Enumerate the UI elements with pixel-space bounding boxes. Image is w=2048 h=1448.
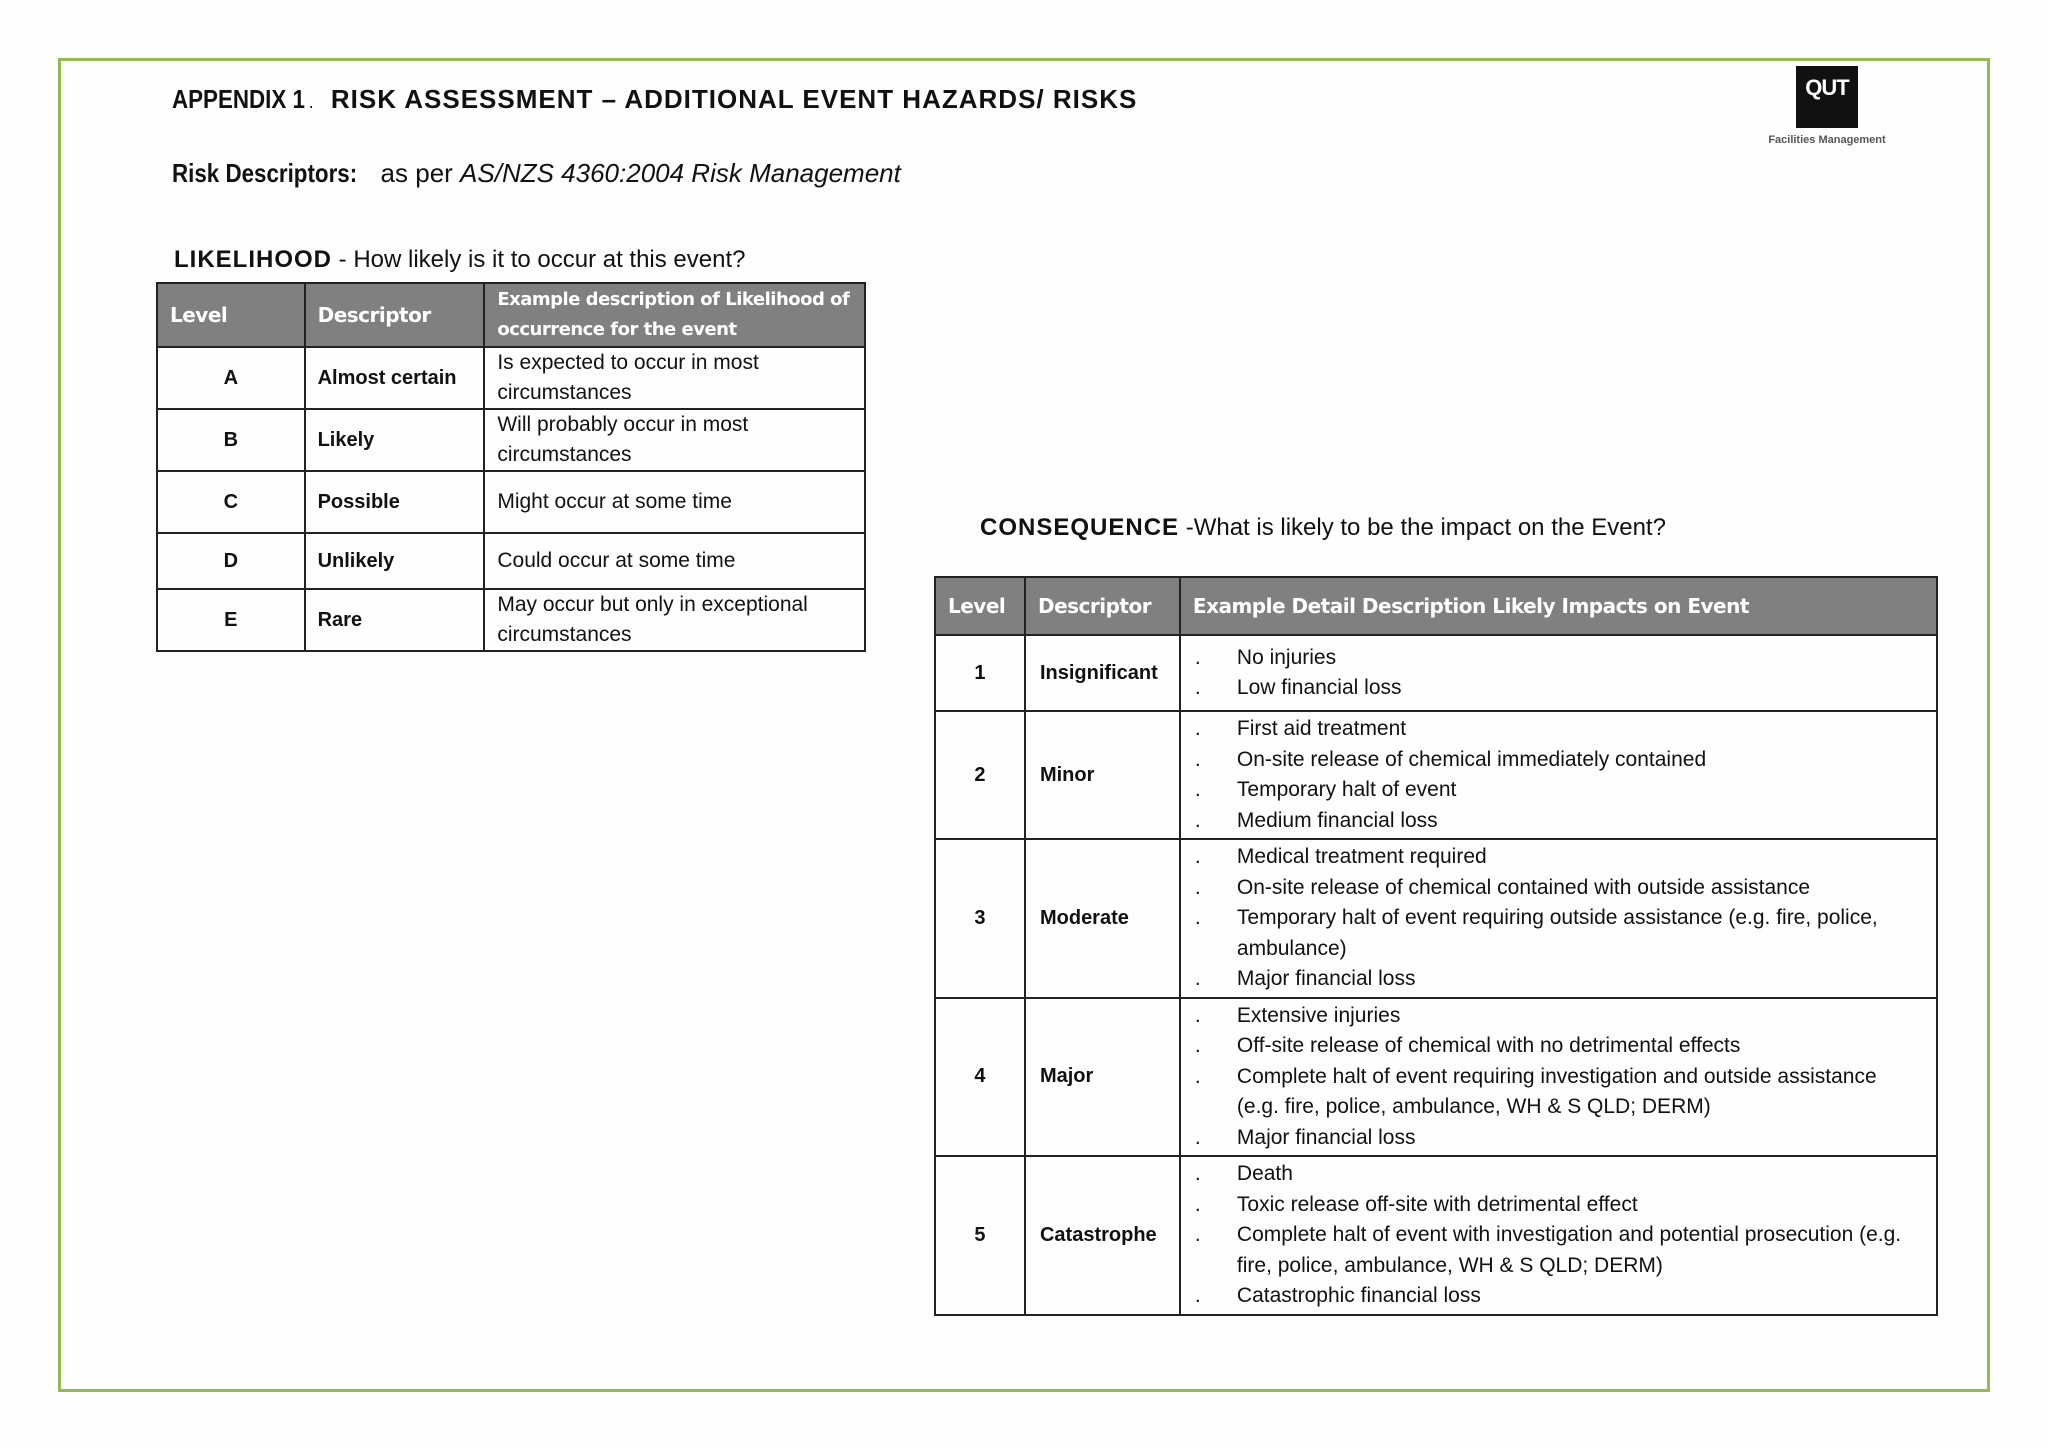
likelihood-descriptor: Likely bbox=[305, 409, 485, 471]
likelihood-descriptor: Almost certain bbox=[305, 347, 485, 409]
consequence-level: 3 bbox=[935, 839, 1025, 998]
consequence-header-row bbox=[935, 577, 1937, 635]
page-title bbox=[172, 84, 1137, 115]
consequence-col-example: Example Detail Description Likely Impacts on Event bbox=[1180, 577, 1937, 635]
consequence-level: 2 bbox=[935, 711, 1025, 839]
list-item: . Medical treatment required bbox=[1194, 845, 1487, 868]
title-text: RISK ASSESSMENT – ADDITIONAL EVENT HAZARDS/ RISKS bbox=[330, 84, 1138, 114]
list-item: . Major financial loss bbox=[1194, 1125, 1416, 1149]
consequence-level: 5 bbox=[935, 1156, 1025, 1315]
consequence-table bbox=[934, 576, 1938, 1316]
likelihood-level: E bbox=[157, 589, 305, 651]
likelihood-header-row bbox=[157, 283, 865, 347]
list-item: . On-site release of chemical contained with outside assistance bbox=[1194, 875, 1811, 899]
likelihood-level: C bbox=[157, 471, 305, 533]
table-row bbox=[157, 409, 865, 471]
qut-logo-subtitle: Facilities Management bbox=[1768, 134, 1886, 146]
consequence-example bbox=[1180, 635, 1937, 711]
list-item: . Death bbox=[1194, 1162, 1293, 1185]
consequence-descriptor: Insignificant bbox=[1025, 635, 1180, 711]
likelihood-col-level: Level bbox=[157, 283, 305, 347]
likelihood-descriptor: Possible bbox=[305, 471, 485, 533]
list-item: . Extensive injuries bbox=[1194, 1003, 1401, 1027]
table-row bbox=[935, 711, 1937, 839]
appendix-label: APPENDIX 1 bbox=[172, 84, 305, 114]
appendix-separator: . bbox=[308, 92, 314, 112]
list-item: . Complete halt of event requiring investigation and outside assistance (e.g. fire, police, ambulance, WH & S QLD; DERM) bbox=[1194, 1064, 1877, 1118]
risk-descriptors-line bbox=[172, 158, 901, 189]
list-item: . Catastrophic financial loss bbox=[1194, 1284, 1481, 1307]
table-row bbox=[935, 1156, 1937, 1315]
consequence-example bbox=[1180, 998, 1937, 1157]
likelihood-level: D bbox=[157, 533, 305, 589]
consequence-example bbox=[1180, 1156, 1937, 1315]
list-item: . Low financial loss bbox=[1194, 676, 1402, 699]
table-row bbox=[935, 998, 1937, 1157]
consequence-question: -What is likely to be the impact on the Event? bbox=[1185, 514, 1666, 541]
likelihood-example: Is expected to occur in most circumstances bbox=[484, 347, 865, 409]
consequence-descriptor: Major bbox=[1025, 998, 1180, 1157]
likelihood-descriptor: Rare bbox=[305, 589, 485, 651]
list-item: . First aid treatment bbox=[1194, 717, 1407, 740]
likelihood-table bbox=[156, 282, 866, 652]
likelihood-example: May occur but only in exceptional circumstances bbox=[484, 589, 865, 651]
risk-standard: AS/NZS 4360:2004 Risk Management bbox=[460, 158, 901, 188]
likelihood-heading bbox=[174, 246, 746, 274]
consequence-example bbox=[1180, 839, 1937, 998]
consequence-level: 1 bbox=[935, 635, 1025, 711]
list-item: . No injuries bbox=[1194, 645, 1337, 669]
consequence-heading bbox=[980, 514, 1666, 542]
consequence-descriptor: Catastrophe bbox=[1025, 1156, 1180, 1315]
consequence-descriptor: Moderate bbox=[1025, 839, 1180, 998]
table-row bbox=[935, 839, 1937, 998]
qut-logo bbox=[1752, 66, 1902, 156]
list-item: . On-site release of chemical immediately contained bbox=[1194, 747, 1707, 771]
table-row bbox=[157, 471, 865, 533]
consequence-label: CONSEQUENCE bbox=[980, 514, 1180, 541]
likelihood-level: A bbox=[157, 347, 305, 409]
list-item: . Complete halt of event with investigation and potential prosecution (e.g. fire, police, ambulance, WH & S QLD; DERM) bbox=[1194, 1223, 1902, 1277]
consequence-level: 4 bbox=[935, 998, 1025, 1157]
likelihood-descriptor: Unlikely bbox=[305, 533, 485, 589]
risk-descriptors-prefix: as per bbox=[380, 158, 453, 188]
qut-logo-mark: QUT bbox=[1796, 66, 1858, 128]
table-row bbox=[157, 589, 865, 651]
likelihood-col-example: Example description of Likelihood of occurrence for the event bbox=[484, 283, 865, 347]
consequence-col-level: Level bbox=[935, 577, 1025, 635]
table-row bbox=[157, 533, 865, 589]
list-item: . Toxic release off-site with detrimental effect bbox=[1194, 1192, 1638, 1216]
consequence-col-descriptor: Descriptor bbox=[1025, 577, 1180, 635]
table-row bbox=[157, 347, 865, 409]
consequence-descriptor: Minor bbox=[1025, 711, 1180, 839]
list-item: . Major financial loss bbox=[1194, 967, 1416, 990]
risk-descriptors-label: Risk Descriptors: bbox=[172, 158, 358, 188]
likelihood-example: Might occur at some time bbox=[484, 471, 865, 533]
list-item: . Temporary halt of event bbox=[1194, 778, 1457, 801]
likelihood-level: B bbox=[157, 409, 305, 471]
list-item: . Medium financial loss bbox=[1194, 808, 1438, 832]
likelihood-label: LIKELIHOOD bbox=[174, 246, 332, 273]
likelihood-example: Could occur at some time bbox=[484, 533, 865, 589]
likelihood-col-descriptor: Descriptor bbox=[305, 283, 485, 347]
list-item: . Temporary halt of event requiring outside assistance (e.g. fire, police, ambulance) bbox=[1194, 906, 1878, 960]
table-row bbox=[935, 635, 1937, 711]
likelihood-question: - How likely is it to occur at this event? bbox=[338, 246, 746, 273]
list-item: . Off-site release of chemical with no detrimental effects bbox=[1194, 1034, 1741, 1057]
likelihood-example: Will probably occur in most circumstances bbox=[484, 409, 865, 471]
consequence-example bbox=[1180, 711, 1937, 839]
